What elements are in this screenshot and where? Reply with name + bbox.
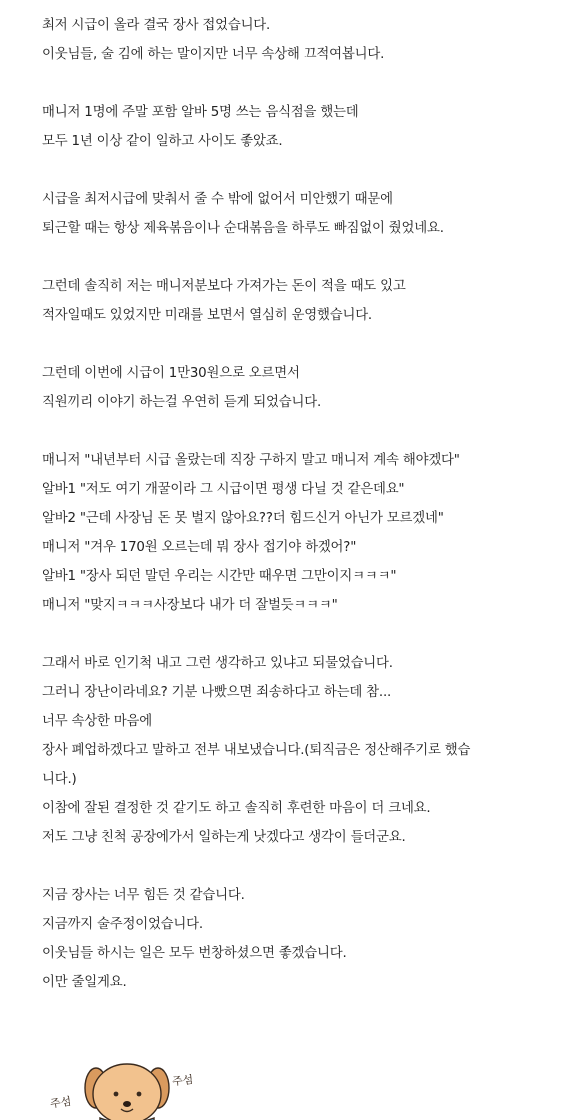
text-line: 이만 줄일게요. xyxy=(42,975,127,990)
text-line: 그러니 장난이라네요? 기분 나빴으면 죄송하다고 하는데 참... xyxy=(42,685,392,700)
text-line: 그런데 솔직히 저는 매니저분보다 가져가는 돈이 적을 때도 있고 xyxy=(42,279,406,294)
text-line: 매니저 "겨우 170원 오르는데 뭐 장사 접기야 하겠어?" xyxy=(42,540,357,555)
paragraph xyxy=(42,359,562,417)
text-line: 퇴근할 때는 항상 제육볶음이나 순대볶음을 하루도 빠짐없이 줬었네요. xyxy=(42,221,444,236)
text-line: 알바1 "저도 여기 개꿀이라 그 시급이면 평생 다닐 것 같은데요" xyxy=(42,482,405,497)
text-line: 알바1 "장사 되던 말던 우리는 시간만 때우면 그만이지ㅋㅋㅋ" xyxy=(42,569,397,584)
puppy-sticker-icon xyxy=(48,1048,208,1120)
text-line: 이웃님들, 술 김에 하는 말이지만 너무 속상해 끄적여봅니다. xyxy=(42,47,385,62)
paragraph xyxy=(42,881,562,997)
text-line: 지금 장사는 너무 힘든 것 같습니다. xyxy=(42,888,245,903)
text-line: 그래서 바로 인기척 내고 그런 생각하고 있냐고 되물었습니다. xyxy=(42,656,393,671)
puppy-eye-left xyxy=(114,1092,119,1097)
paragraph xyxy=(42,649,562,852)
text-line: 매니저 1명에 주말 포함 알바 5명 쓰는 음식점을 했는데 xyxy=(42,105,359,120)
text-line: 최저 시급이 올라 결국 장사 접었습니다. xyxy=(42,18,271,33)
puppy-eye-right xyxy=(137,1092,142,1097)
text-line: 장사 폐업하겠다고 말하고 전부 내보냈습니다.(퇴직금은 정산해주기로 했습 xyxy=(42,743,471,758)
paragraph xyxy=(42,185,562,243)
sticker-left-text: 주섬 xyxy=(49,1094,73,1111)
text-line: 너무 속상한 마음에 xyxy=(42,714,152,729)
text-line: 적자일때도 있었지만 미래를 보면서 열심히 운영했습니다. xyxy=(42,308,372,323)
text-line: 모두 1년 이상 같이 일하고 사이도 좋았죠. xyxy=(42,134,283,149)
text-line: 매니저 "내년부터 시급 올랐는데 직장 구하지 말고 매니저 계속 해야겠다" xyxy=(42,453,460,468)
puppy-nose xyxy=(123,1101,131,1107)
text-line: 직원끼리 이야기 하는걸 우연히 듣게 되었습니다. xyxy=(42,395,322,410)
sticker-right-text: 주섬 xyxy=(171,1073,194,1089)
text-line: 이참에 잘된 결정한 것 같기도 하고 솔직히 후련한 마음이 더 크네요. xyxy=(42,801,431,816)
text-line: 니다.) xyxy=(42,772,77,787)
text-line: 저도 그냥 친척 공장에가서 일하는게 낫겠다고 생각이 들더군요. xyxy=(42,830,406,845)
text-line: 지금까지 술주정이었습니다. xyxy=(42,917,203,932)
text-line: 시급을 최저시급에 맞춰서 줄 수 밖에 없어서 미안했기 때문에 xyxy=(42,192,393,207)
text-line: 매니저 "맞지ㅋㅋㅋ사장보다 내가 더 잘벌듯ㅋㅋㅋ" xyxy=(42,598,338,613)
paragraph xyxy=(42,446,562,620)
text-line: 그런데 이번에 시급이 1만30원으로 오르면서 xyxy=(42,366,300,381)
paragraph xyxy=(42,11,562,69)
post-body xyxy=(42,11,562,1026)
paragraph xyxy=(42,272,562,330)
paragraph xyxy=(42,98,562,156)
text-line: 알바2 "근데 사장님 돈 못 벌지 않아요??더 힘드신거 아닌가 모르겠네" xyxy=(42,511,444,526)
puppy-sticker xyxy=(48,1048,208,1120)
text-line: 이웃님들 하시는 일은 모두 번창하셨으면 좋겠습니다. xyxy=(42,946,347,961)
